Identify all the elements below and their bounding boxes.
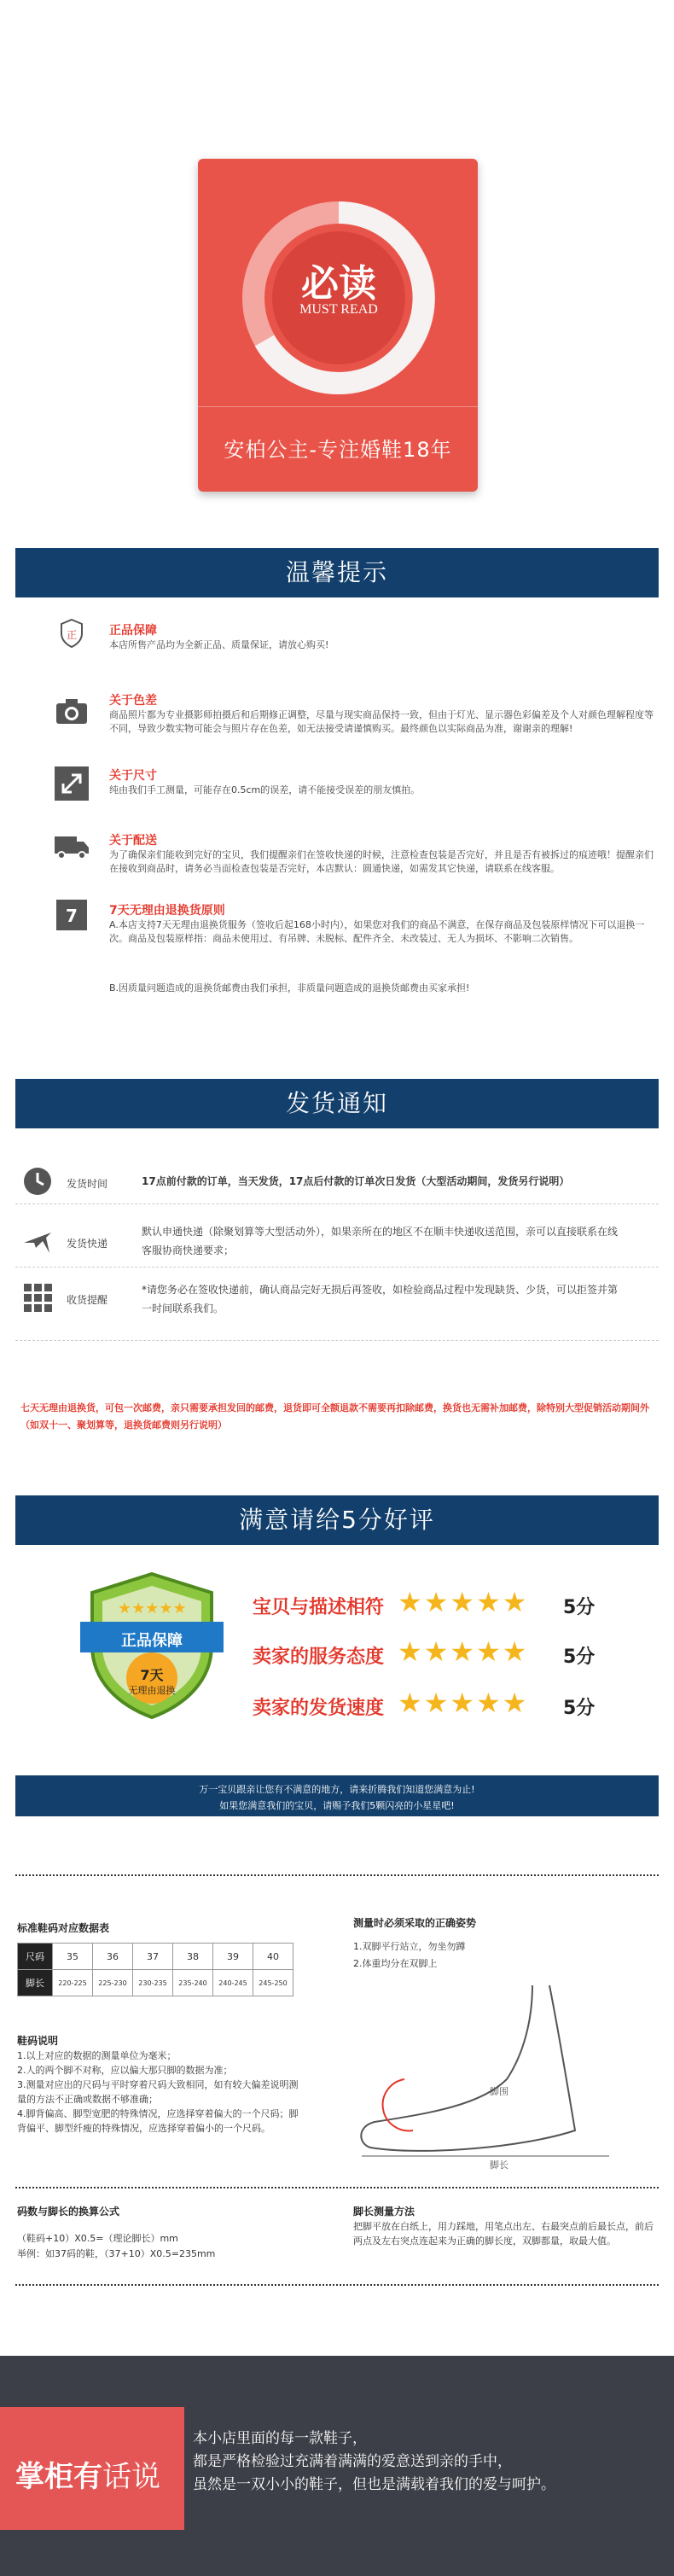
tip-title: 正品保障 [109,624,157,638]
rating-label: 卖家的发货速度 [253,1698,385,1719]
foot-illustration [353,1977,660,2173]
table-cell: 235-240 [173,1970,213,1996]
grid-icon [20,1280,55,1314]
shipping-header: 发货通知 [15,1079,659,1128]
size-note-line: 2.人的两个脚不对称，应以偏大那只脚的数据为准； [17,2065,233,2076]
measure-title: 测量时必须采取的正确姿势 [353,1917,477,1929]
table-cell: 240-245 [213,1970,253,1996]
shipping-label: 发货时间 [67,1178,108,1190]
tip-title: 关于色差 [109,694,157,708]
badge-days: 7天 [140,1667,164,1683]
owner-message [193,2427,654,2497]
star-icon: ★★★★★ [398,1687,529,1719]
formula-example: 举例：如37码的鞋，（37+10）X0.5=235mm [17,2248,216,2259]
rating-header: 满意请给5分好评 [15,1495,659,1545]
plane-icon [20,1224,55,1258]
formula-title: 码数与脚长的换算公式 [17,2206,120,2218]
tip-title: 关于尺寸 [109,769,157,783]
size-table [17,1943,293,1996]
rating-score: 5分 [563,1646,596,1668]
must-read-subtitle: MUST READ [299,302,378,317]
table-cell: 35 [53,1944,93,1970]
table-cell: 36 [93,1944,133,1970]
divider [15,1340,659,1341]
shield-hand-icon [53,616,90,654]
table-cell: 39 [213,1944,253,1970]
owner-line: 虽然是一双小小的鞋子，但也是满载着我们的爱与呵护。 [193,2476,555,2493]
table-row [18,1970,293,1996]
tips-header: 温馨提示 [15,548,659,597]
table-cell: 245-250 [253,1970,293,1996]
measure-line: 2.体重均分在双脚上 [353,1958,438,1969]
divider [15,1874,659,1876]
owner-line: 本小店里面的每一款鞋子， [193,2430,367,2447]
table-cell: 脚长 [18,1970,53,1996]
badge-title: 正品保障 [121,1632,183,1650]
table-cell: 40 [253,1944,293,1970]
foot-length-label: 脚长 [490,2159,508,2171]
truck-icon [53,826,90,864]
tip-text: A.本店支持7天无理由退换货服务（签收后起168小时内），如果您对我们的商品不满意，在保存商品及包装原样情况下可以退换一次。商品及包装原样指：商品未使用过、有吊牌、未脱标、配件齐全、未改装过、无人为损坏、不影响二次销售。 [109,919,645,944]
rating-banner [15,1775,659,1816]
table-cell: 尺码 [18,1944,53,1970]
rating-label: 宝贝与描述相符 [253,1597,385,1618]
svg-text:7: 7 [66,906,78,926]
owner-title-b: 话说 [102,2460,160,2494]
shipping-notice: 七天无理由退换货，可包一次邮费，亲只需要承担发回的邮费，退货即可全额退款不需要再扣除邮费，换货也无需补加邮费，除特别大型促销活动期间外（如双十一、聚划算等，退换货邮费则另行说明） [20,1402,649,1431]
rating-label: 卖家的服务态度 [253,1646,385,1668]
foot-width-label: 脚围 [490,2086,508,2097]
shipping-text: 17点前付款的订单，当天发货，17点后付款的订单次日发货（大型活动期间，发货另行说明） [142,1175,570,1187]
tip-text: 商品照片都为专业摄影师拍摄后和后期修正调整，尽量与现实商品保持一致，但由于灯光、显示器色彩偏差及个人对颜色理解程度等不同，导致少数实物可能会与照片存在色差，如无法接受请谨慎购买。最终颜色以实际商品为准，谢谢亲的理解! [109,709,654,734]
tip-text: 本店所售产品均为全新正品、质量保证，请放心购买! [109,639,329,650]
divider [15,2284,659,2286]
rating-banner-line2: 如果您满意我们的宝贝，请赐予我们5颗闪亮的小星星吧! [219,1800,455,1811]
tip-title: 关于配送 [109,834,157,848]
owner-title [15,2453,160,2495]
must-read-footer [198,406,478,492]
star-icon: ★★★★★ [398,1635,529,1668]
rating-score: 5分 [563,1597,596,1618]
7day-icon [53,896,90,934]
svg-text:正: 正 [66,629,78,641]
table-cell: 37 [133,1944,173,1970]
rating-banner-line1: 万一宝贝跟亲让您有不满意的地方，请来折腾我们知道您满意为止! [199,1784,475,1795]
size-note-line: 1.以上对应的数据的测量单位为毫米； [17,2050,177,2061]
size-note-line: 4.脚背偏高、脚型宽肥的特殊情况，应选择穿着偏大的一个尺码；脚背偏平、脚型纤瘦的特殊情况，应选择穿着偏小的一个尺码。 [17,2108,299,2134]
rating-score: 5分 [563,1698,596,1719]
table-cell: 38 [173,1944,213,1970]
size-chart-title: 标准鞋码对应数据表 [17,1922,110,1934]
tip-text: 纯由我们手工测量，可能存在0.5cm的误差，请不能接受误差的朋友慎拍。 [109,784,421,796]
must-read-title: 必读 [301,262,376,306]
owner-line: 都是严格检验过充满着满满的爱意送到亲的手中， [193,2453,512,2470]
shipping-text: 默认申通快递（除聚划算等大型活动外），如果亲所在的地区不在顺丰快递收送范围，亲可以直接联系在线客服协商快递要求； [142,1226,619,1256]
table-row [18,1944,293,1970]
divider [15,2187,659,2188]
must-read-card [198,159,478,492]
formula-line: （鞋码+10）X0.5=（理论脚长）mm [17,2233,178,2244]
tip-title: 7天无理由退换货原则 [109,904,225,918]
tip-text: 为了确保亲们能收到完好的宝贝，我们提醒亲们在签收快递的时候，注意检查包装是否完好，并且是否有被拆过的痕迹哦！提醒亲们在接收到商品时，请务必当面检查包装是否完好，本店默认：圆通快递，如需发其它快递，请联系在线客服。 [109,849,654,874]
table-cell: 220-225 [53,1970,93,1996]
clock-icon [20,1164,55,1198]
measure-line: 1.双脚平行站立，勿坐勿蹲 [353,1941,466,1952]
divider [15,1203,659,1204]
arrows-icon [53,765,90,802]
shipping-label: 收货提醒 [67,1294,108,1306]
tip-text-b: B.因质量问题造成的退换货邮费由我们承担，非质量问题造成的退换货邮费由买家承担! [109,982,470,994]
measure-method-text: 把脚平放在白纸上，用力踩地，用笔点出左、右最突点前后最长点，前后两点及左右突点连起来为正确的脚长度，双脚都量，取最大值。 [353,2221,654,2247]
svg-text:★★★★★: ★★★★★ [118,1600,187,1617]
divider [15,1267,659,1268]
table-cell: 225-230 [93,1970,133,1996]
must-read-footer-text: 安柏公主-专注婚鞋18年 [224,438,452,462]
size-note-title: 鞋码说明 [17,2035,59,2047]
owner-title-a: 掌柜有 [15,2460,102,2494]
measure-method-title: 脚长测量方法 [353,2206,415,2218]
size-note-line: 3.测量对应出的尺码与平时穿着尺码大致相同，如有较大偏差说明测量的方法不正确或数据不够准确； [17,2079,299,2105]
star-icon: ★★★★★ [398,1586,529,1618]
badge-sub: 无理由退换 [128,1685,176,1696]
table-cell: 230-235 [133,1970,173,1996]
size-note [17,2049,307,2136]
shipping-label: 发货快递 [67,1238,108,1250]
camera-icon [53,693,90,731]
shipping-text: *请您务必在签收快递前，确认商品完好无损后再签收，如检验商品过程中发现缺货、少货，可以拒签并第一时间联系我们。 [142,1284,619,1314]
